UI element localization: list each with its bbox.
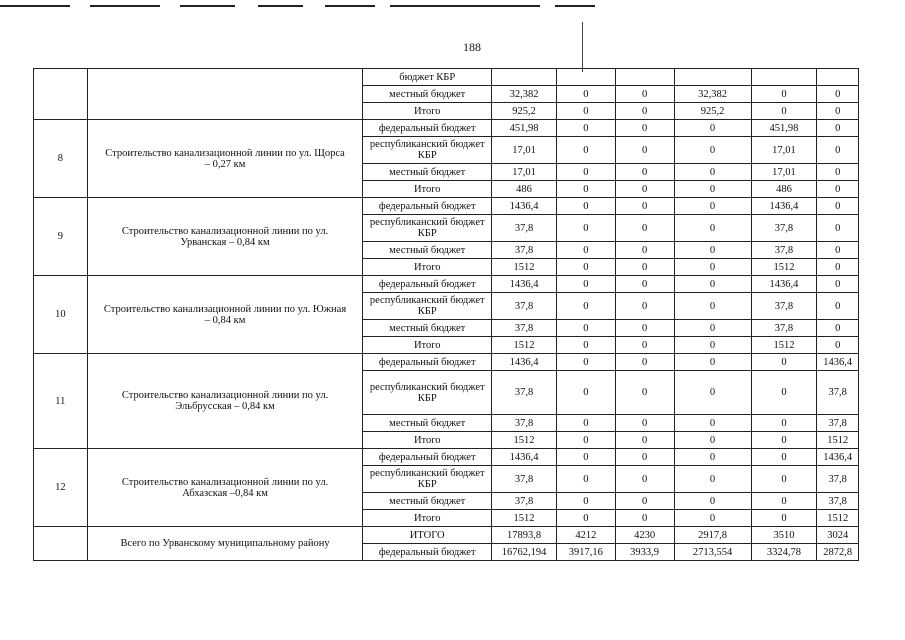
value-cell: 1512 <box>817 432 859 449</box>
funding-source-cell: федеральный бюджет <box>363 276 492 293</box>
value-cell: 0 <box>751 432 817 449</box>
value-cell: 0 <box>674 242 751 259</box>
value-cell: 0 <box>615 120 674 137</box>
value-cell: 0 <box>674 320 751 337</box>
table-row <box>34 120 859 137</box>
funding-source-cell: местный бюджет <box>363 320 492 337</box>
funding-source-cell: местный бюджет <box>363 415 492 432</box>
funding-source-cell: Итого <box>363 337 492 354</box>
project-name-cell: Строительство канализационной линии по ул. Урванская – 0,84 км <box>87 198 363 276</box>
value-cell: 37,8 <box>492 215 557 242</box>
top-rule <box>258 5 303 7</box>
value-cell: 1512 <box>751 259 817 276</box>
value-cell: 0 <box>615 510 674 527</box>
value-cell: 1512 <box>751 337 817 354</box>
value-cell: 0 <box>556 164 615 181</box>
funding-source-cell: федеральный бюджет <box>363 198 492 215</box>
value-cell: 0 <box>674 198 751 215</box>
value-cell: 37,8 <box>492 493 557 510</box>
top-rule <box>390 5 540 7</box>
value-cell: 0 <box>674 415 751 432</box>
value-cell: 0 <box>615 181 674 198</box>
value-cell: 3917,16 <box>556 544 615 561</box>
value-cell: 0 <box>817 215 859 242</box>
top-rule <box>180 5 235 7</box>
value-cell: 0 <box>615 354 674 371</box>
value-cell: 37,8 <box>817 466 859 493</box>
project-name-cell <box>87 69 363 120</box>
value-cell: 0 <box>615 415 674 432</box>
page-number: 188 <box>463 40 481 54</box>
value-cell: 37,8 <box>492 320 557 337</box>
funding-source-cell: Итого <box>363 103 492 120</box>
value-cell: 0 <box>556 86 615 103</box>
value-cell: 37,8 <box>492 466 557 493</box>
value-cell: 37,8 <box>751 293 817 320</box>
value-cell: 0 <box>615 293 674 320</box>
table-row <box>34 354 859 371</box>
budget-table <box>33 68 859 561</box>
value-cell: 0 <box>615 86 674 103</box>
value-cell: 0 <box>817 86 859 103</box>
value-cell: 2872,8 <box>817 544 859 561</box>
project-name-cell: Строительство канализационной линии по ул. Щорса – 0,27 км <box>87 120 363 198</box>
value-cell: 0 <box>751 449 817 466</box>
value-cell: 16762,194 <box>492 544 557 561</box>
top-rule <box>555 5 595 7</box>
value-cell: 0 <box>751 510 817 527</box>
project-name-cell: Строительство канализационной линии по ул. Эльбрусская – 0,84 км <box>87 354 363 449</box>
value-cell: 0 <box>751 103 817 120</box>
value-cell: 37,8 <box>751 242 817 259</box>
value-cell: 0 <box>674 181 751 198</box>
table-row <box>34 276 859 293</box>
funding-source-cell: республиканский бюджет КБР <box>363 371 492 415</box>
value-cell: 451,98 <box>492 120 557 137</box>
value-cell: 451,98 <box>751 120 817 137</box>
funding-source-cell: местный бюджет <box>363 242 492 259</box>
funding-source-cell: бюджет КБР <box>363 69 492 86</box>
funding-source-cell: республиканский бюджет КБР <box>363 293 492 320</box>
value-cell: 0 <box>556 259 615 276</box>
funding-source-cell: республиканский бюджет КБР <box>363 466 492 493</box>
table-row <box>34 198 859 215</box>
value-cell: 0 <box>674 510 751 527</box>
value-cell: 37,8 <box>751 320 817 337</box>
value-cell: 37,8 <box>492 242 557 259</box>
value-cell: 17,01 <box>492 164 557 181</box>
value-cell: 0 <box>615 320 674 337</box>
funding-source-cell: федеральный бюджет <box>363 354 492 371</box>
top-rule <box>90 5 160 7</box>
table-row <box>34 449 859 466</box>
funding-source-cell: Итого <box>363 432 492 449</box>
value-cell: 2917,8 <box>674 527 751 544</box>
grand-total-blank-cell <box>34 527 88 561</box>
value-cell: 0 <box>674 371 751 415</box>
value-cell: 0 <box>615 337 674 354</box>
value-cell: 1436,4 <box>492 276 557 293</box>
value-cell: 3324,78 <box>751 544 817 561</box>
value-cell: 0 <box>817 120 859 137</box>
value-cell: 0 <box>556 320 615 337</box>
value-cell: 37,8 <box>492 293 557 320</box>
value-cell: 0 <box>556 493 615 510</box>
value-cell: 0 <box>674 354 751 371</box>
value-cell: 0 <box>751 415 817 432</box>
value-cell: 0 <box>674 259 751 276</box>
value-cell: 4212 <box>556 527 615 544</box>
value-cell: 1512 <box>492 510 557 527</box>
value-cell: 486 <box>492 181 557 198</box>
value-cell: 0 <box>615 432 674 449</box>
value-cell: 17893,8 <box>492 527 557 544</box>
value-cell: 4230 <box>615 527 674 544</box>
value-cell: 17,01 <box>751 164 817 181</box>
value-cell: 0 <box>556 449 615 466</box>
value-cell: 37,8 <box>492 415 557 432</box>
value-cell: 0 <box>615 259 674 276</box>
value-cell: 32,382 <box>674 86 751 103</box>
value-cell: 0 <box>674 276 751 293</box>
value-cell: 0 <box>615 103 674 120</box>
value-cell: 0 <box>817 164 859 181</box>
funding-source-cell: республиканский бюджет КБР <box>363 215 492 242</box>
grand-total-name-cell: Всего по Урванскому муниципальному району <box>87 527 363 561</box>
value-cell: 0 <box>615 276 674 293</box>
project-name-cell: Строительство канализационной линии по ул. Абхазская –0,84 км <box>87 449 363 527</box>
value-cell: 0 <box>556 432 615 449</box>
value-cell: 0 <box>556 510 615 527</box>
funding-source-cell: Итого <box>363 181 492 198</box>
value-cell: 1436,4 <box>492 354 557 371</box>
value-cell: 0 <box>817 337 859 354</box>
value-cell: 0 <box>615 371 674 415</box>
funding-source-cell: Итого <box>363 510 492 527</box>
value-cell: 0 <box>751 493 817 510</box>
value-cell: 0 <box>674 432 751 449</box>
value-cell: 0 <box>674 466 751 493</box>
value-cell: 0 <box>556 242 615 259</box>
value-cell: 0 <box>674 120 751 137</box>
value-cell: 0 <box>817 320 859 337</box>
project-name-cell: Строительство канализационной линии по ул. Южная – 0,84 км <box>87 276 363 354</box>
value-cell: 1436,4 <box>751 198 817 215</box>
value-cell: 0 <box>751 466 817 493</box>
project-number-cell: 11 <box>34 354 88 449</box>
value-cell: 0 <box>817 137 859 164</box>
value-cell <box>556 69 615 86</box>
value-cell: 0 <box>556 181 615 198</box>
value-cell: 0 <box>615 493 674 510</box>
value-cell: 1436,4 <box>492 449 557 466</box>
value-cell: 0 <box>556 415 615 432</box>
value-cell <box>674 69 751 86</box>
table-row <box>34 69 859 86</box>
project-number-cell: 8 <box>34 120 88 198</box>
value-cell: 0 <box>556 120 615 137</box>
funding-source-cell: местный бюджет <box>363 86 492 103</box>
project-number-cell <box>34 69 88 120</box>
value-cell: 37,8 <box>817 371 859 415</box>
value-cell: 3024 <box>817 527 859 544</box>
project-number-cell: 9 <box>34 198 88 276</box>
value-cell: 0 <box>615 198 674 215</box>
table-row <box>34 527 859 544</box>
funding-source-cell: федеральный бюджет <box>363 120 492 137</box>
value-cell: 0 <box>817 276 859 293</box>
funding-source-cell: республиканский бюджет КБР <box>363 137 492 164</box>
value-cell: 17,01 <box>492 137 557 164</box>
value-cell: 3510 <box>751 527 817 544</box>
value-cell: 0 <box>817 181 859 198</box>
funding-source-cell: местный бюджет <box>363 164 492 181</box>
value-cell: 0 <box>817 103 859 120</box>
value-cell <box>817 69 859 86</box>
value-cell: 0 <box>674 137 751 164</box>
value-cell: 3933,9 <box>615 544 674 561</box>
value-cell <box>751 69 817 86</box>
value-cell: 1512 <box>817 510 859 527</box>
funding-source-cell: федеральный бюджет <box>363 544 492 561</box>
value-cell: 925,2 <box>492 103 557 120</box>
value-cell: 0 <box>556 371 615 415</box>
value-cell: 0 <box>556 103 615 120</box>
value-cell: 37,8 <box>751 215 817 242</box>
value-cell: 0 <box>817 293 859 320</box>
value-cell: 0 <box>615 466 674 493</box>
value-cell: 0 <box>556 198 615 215</box>
value-cell: 0 <box>817 259 859 276</box>
funding-source-cell: ИТОГО <box>363 527 492 544</box>
value-cell: 0 <box>674 164 751 181</box>
value-cell: 0 <box>615 137 674 164</box>
value-cell: 37,8 <box>817 493 859 510</box>
value-cell: 0 <box>674 293 751 320</box>
value-cell: 37,8 <box>817 415 859 432</box>
top-rule <box>0 5 70 7</box>
value-cell: 17,01 <box>751 137 817 164</box>
funding-source-cell: Итого <box>363 259 492 276</box>
value-cell: 0 <box>615 164 674 181</box>
value-cell: 0 <box>556 215 615 242</box>
value-cell: 0 <box>556 354 615 371</box>
value-cell: 0 <box>674 493 751 510</box>
value-cell: 0 <box>556 276 615 293</box>
value-cell: 1512 <box>492 432 557 449</box>
value-cell: 0 <box>615 215 674 242</box>
value-cell: 0 <box>751 86 817 103</box>
value-cell: 1436,4 <box>492 198 557 215</box>
value-cell: 0 <box>751 354 817 371</box>
value-cell: 1512 <box>492 337 557 354</box>
scan-line <box>582 22 583 72</box>
value-cell: 925,2 <box>674 103 751 120</box>
value-cell: 0 <box>556 293 615 320</box>
value-cell: 32,382 <box>492 86 557 103</box>
project-number-cell: 12 <box>34 449 88 527</box>
value-cell: 486 <box>751 181 817 198</box>
funding-source-cell: федеральный бюджет <box>363 449 492 466</box>
value-cell: 0 <box>751 371 817 415</box>
value-cell: 0 <box>674 449 751 466</box>
value-cell: 1436,4 <box>817 354 859 371</box>
value-cell: 1436,4 <box>817 449 859 466</box>
value-cell: 0 <box>615 242 674 259</box>
value-cell: 0 <box>674 215 751 242</box>
project-number-cell: 10 <box>34 276 88 354</box>
value-cell: 0 <box>817 198 859 215</box>
value-cell: 37,8 <box>492 371 557 415</box>
value-cell: 2713,554 <box>674 544 751 561</box>
value-cell: 0 <box>615 449 674 466</box>
value-cell <box>615 69 674 86</box>
value-cell: 1512 <box>492 259 557 276</box>
funding-source-cell: местный бюджет <box>363 493 492 510</box>
value-cell: 0 <box>556 137 615 164</box>
value-cell <box>492 69 557 86</box>
top-rule <box>325 5 375 7</box>
value-cell: 1436,4 <box>751 276 817 293</box>
value-cell: 0 <box>674 337 751 354</box>
value-cell: 0 <box>556 466 615 493</box>
value-cell: 0 <box>817 242 859 259</box>
value-cell: 0 <box>556 337 615 354</box>
